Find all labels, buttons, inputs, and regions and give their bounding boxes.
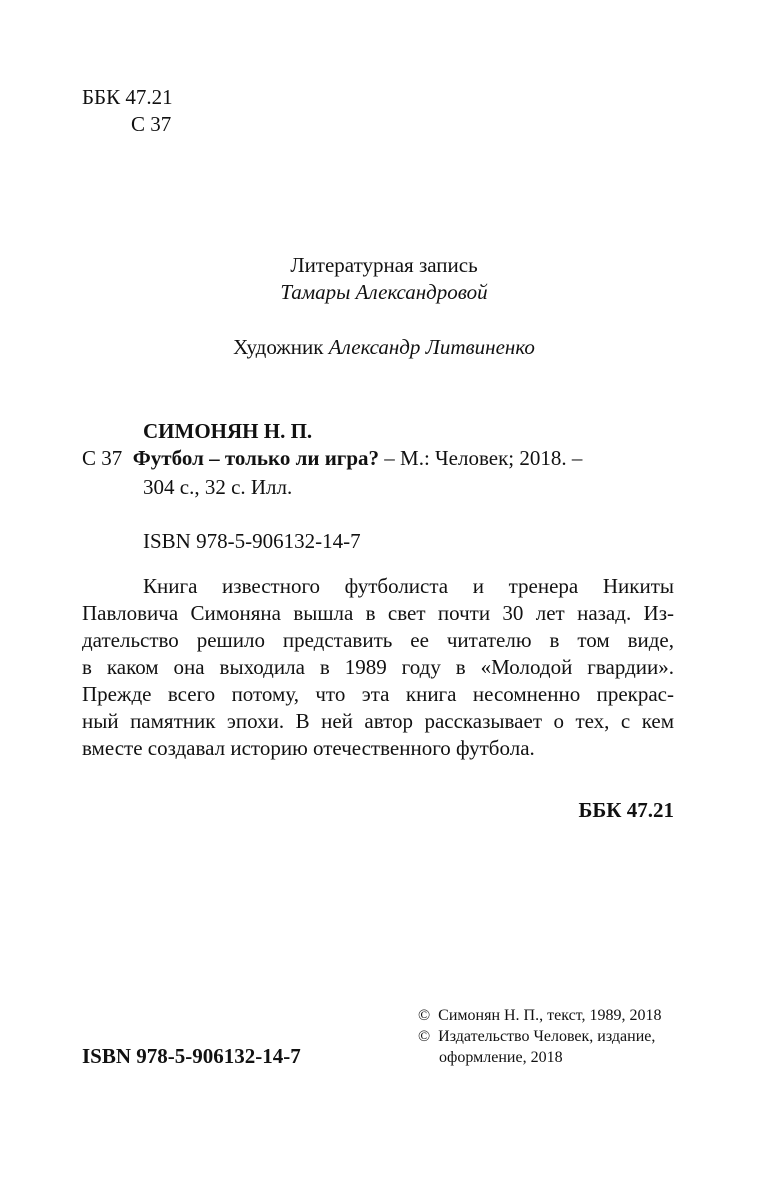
annotation-line: в каком она выходила в 1989 году в «Молодой гвардии». <box>82 655 674 679</box>
copyright-icon: © <box>418 1028 431 1045</box>
literary-record-name: Тамары Александровой <box>280 280 488 304</box>
catalog-line <box>82 445 582 472</box>
literary-record-label: Литературная запись <box>290 253 478 277</box>
catalog-mark: С 37 <box>82 446 123 470</box>
annotation-line: Книга известного футболиста и тренера Никиты <box>143 574 674 598</box>
annotation-line: вместе создавал историю отечественного футбола. <box>82 736 535 760</box>
annotation <box>82 573 674 762</box>
catalog-imprint: – М.: Человек; 2018. – <box>384 446 583 470</box>
annotation-line: дательство решило представить ее читателю в том виде, <box>82 628 674 652</box>
copyright-author-text: Симонян Н. П., текст, 1989, 2018 <box>438 1007 662 1024</box>
catalog-extent: 304 с., 32 с. Илл. <box>143 475 293 499</box>
artist-label: Художник <box>233 335 324 359</box>
catalog-title: Футбол – только ли игра? <box>132 446 380 470</box>
copyright-publisher-continued: оформление, 2018 <box>439 1049 563 1066</box>
bbk-code: ББК 47.21 <box>82 85 173 109</box>
annotation-line: ный памятник эпохи. В ней автор рассказывает о тех, с кем <box>82 709 674 733</box>
copyright-author <box>418 1005 661 1026</box>
artist-name: Александр Литвиненко <box>328 335 535 359</box>
copyright-publisher <box>418 1026 655 1047</box>
catalog-isbn: ISBN 978-5-906132-14-7 <box>143 529 361 553</box>
annotation-line: Прежде всего потому, что эта книга несомненно прекрас- <box>82 682 674 706</box>
copyright-publisher-text: Издательство Человек, издание, <box>438 1028 656 1045</box>
catalog-author: СИМОНЯН Н. П. <box>143 419 313 443</box>
artist-credit <box>0 334 768 361</box>
copyright-icon: © <box>418 1007 431 1024</box>
annotation-line: Павловича Симоняна вышла в свет почти 30 лет назад. Из- <box>82 601 674 625</box>
author-mark: С 37 <box>131 112 172 136</box>
annotation-bbk: ББК 47.21 <box>578 798 674 822</box>
footer-isbn: ISBN 978-5-906132-14-7 <box>82 1044 301 1068</box>
